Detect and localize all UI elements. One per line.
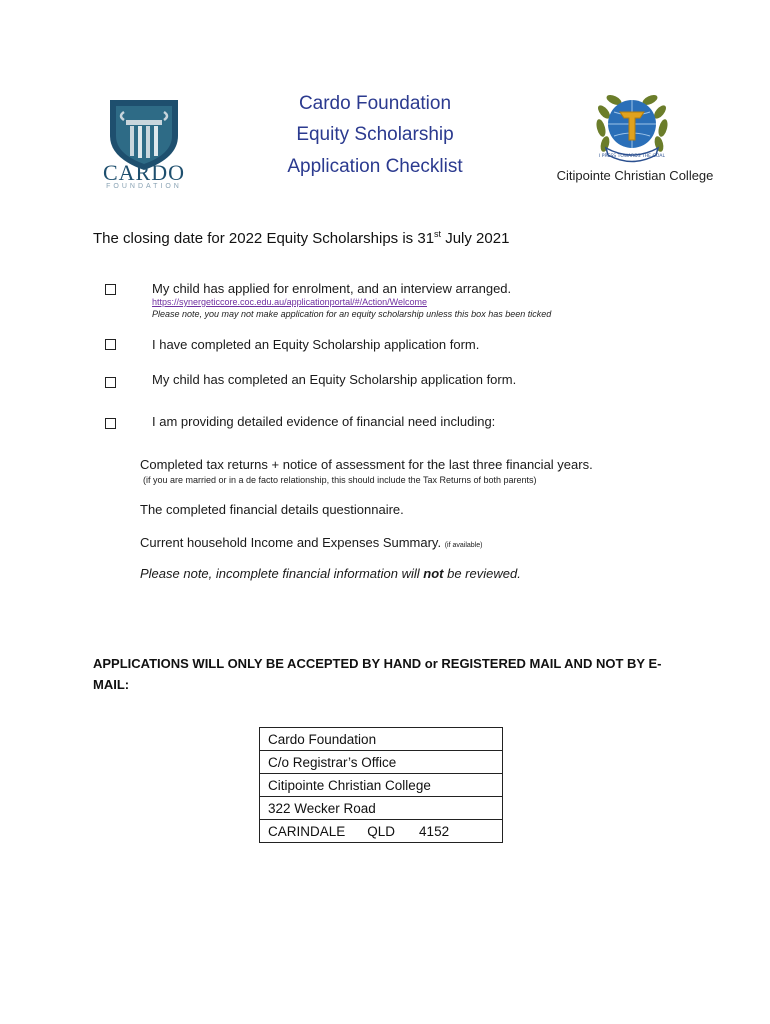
college-name: Citipointe Christian College xyxy=(556,168,714,183)
summary-label: Current household Income and Expenses Summary. xyxy=(140,535,442,550)
title-line-2: Equity Scholarship xyxy=(296,124,454,145)
title-line-1: Cardo Foundation xyxy=(298,93,452,114)
submission-notice: APPLICATIONS WILL ONLY BE ACCEPTED BY HAND or REGISTERED MAIL AND NOT BY E-MAIL: xyxy=(93,656,662,692)
checklist-item-financial-evidence: I am providing detailed evidence of financial need including: xyxy=(152,414,496,429)
tax-returns-item: Completed tax returns + notice of assessment for the last three financial years. xyxy=(140,457,593,472)
warning-suffix: be reviewed. xyxy=(443,566,521,581)
address-line: Citipointe Christian College xyxy=(260,774,503,797)
questionnaire-item: The completed financial details questionnaire. xyxy=(140,502,404,517)
enrolment-note: Please note, you may not make application for an equity scholarship unless this box has been ticked xyxy=(152,309,552,319)
summary-note: (if available) xyxy=(444,542,483,549)
warning-prefix: Please note, incomplete financial information will xyxy=(140,566,424,581)
college-logo-banner: I PRESS TOWARDS THE GOAL xyxy=(599,154,665,159)
address-line: 322 Wecker Road xyxy=(260,797,503,820)
cardo-logo-subtext: FOUNDATION xyxy=(106,183,182,190)
checklist-item-parent-form: I have completed an Equity Scholarship application form. xyxy=(152,337,480,352)
closing-date-sup: st xyxy=(434,229,442,239)
address-postcode: 4152 xyxy=(419,823,450,839)
address-line: C/o Registrar’s Office xyxy=(260,751,503,774)
summary-item xyxy=(140,535,482,550)
closing-date-suffix: July 2021 xyxy=(441,230,510,247)
closing-date-prefix: The closing date for 2022 Equity Scholarships is 31 xyxy=(93,230,435,247)
checklist-item-child-form: My child has completed an Equity Scholarship application form. xyxy=(152,372,517,387)
incomplete-warning xyxy=(140,566,521,581)
address-state: QLD xyxy=(367,823,396,839)
checkbox-enrolment[interactable] xyxy=(105,284,116,295)
application-portal-link[interactable]: https://synergeticcore.coc.edu.au/applicationportal/#/Action/Welcome xyxy=(152,297,427,307)
mailing-address-table xyxy=(259,727,503,843)
checkbox-child-form[interactable] xyxy=(105,377,116,388)
citipointe-globe-logo xyxy=(590,88,674,170)
title-line-3: Application Checklist xyxy=(287,156,463,177)
cardo-logo-text: CARDO xyxy=(102,160,185,185)
checkbox-financial-evidence[interactable] xyxy=(105,418,116,429)
tax-returns-note: (if you are married or in a de facto relationship, this should include the Tax Returns of both parents) xyxy=(143,475,537,485)
address-suburb-line xyxy=(260,820,503,843)
address-suburb: CARINDALE xyxy=(268,823,346,839)
closing-date xyxy=(93,229,509,247)
address-line: Cardo Foundation xyxy=(260,728,503,751)
checklist-item-enrolment: My child has applied for enrolment, and an interview arranged. xyxy=(152,281,512,296)
checkbox-parent-form[interactable] xyxy=(105,339,116,350)
warning-bold: not xyxy=(423,566,444,581)
